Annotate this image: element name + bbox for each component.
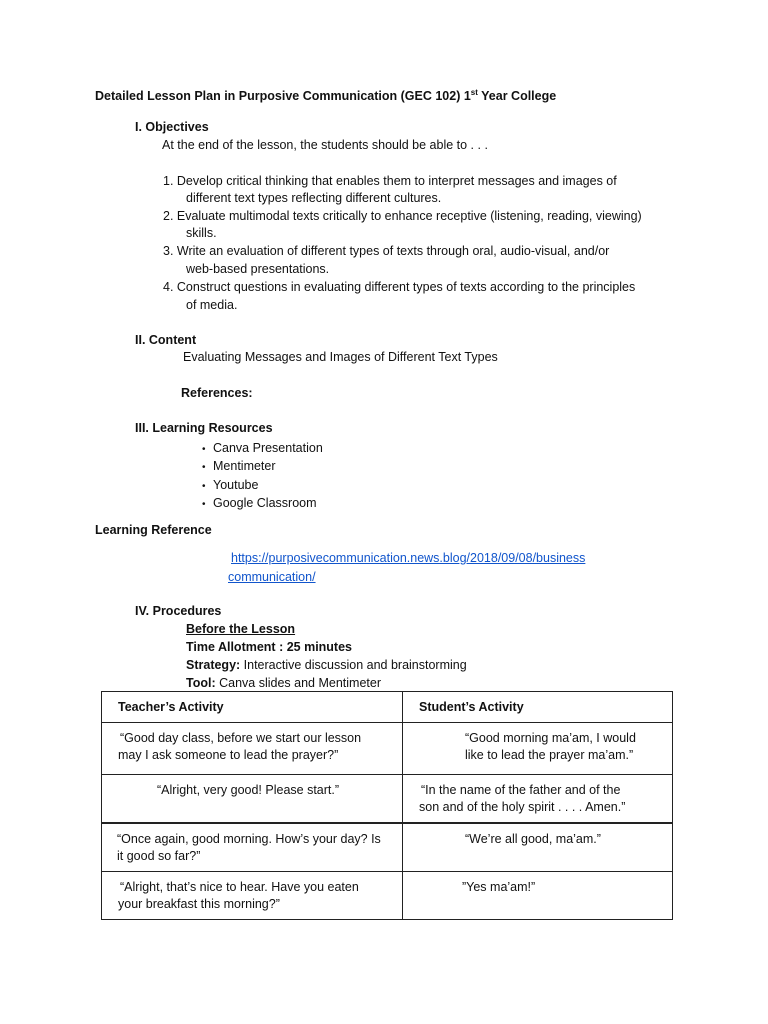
student-cell (403, 872, 673, 920)
strategy-line (186, 656, 467, 674)
resource-item: • Youtube (202, 476, 323, 494)
title-superscript: st (470, 87, 478, 97)
learning-resources-heading: III. Learning Resources (135, 421, 273, 435)
header-teacher-label: Teacher’s Activity (118, 700, 224, 714)
student-line: “We’re all good, ma’am.” (465, 832, 601, 846)
student-line: “Good morning ma’am, I would (465, 731, 636, 745)
procedures-heading: IV. Procedures (135, 604, 222, 618)
time-allotment: Time Allotment : 25 minutes (186, 640, 353, 654)
references-label: References: (181, 386, 253, 400)
header-cell-student (403, 692, 673, 723)
reference-link[interactable]: https://purposivecommunication.news.blog/2018/09/08/business (231, 551, 586, 565)
student-cell (403, 823, 673, 872)
student-line: like to lead the prayer ma’am.” (465, 748, 634, 762)
reference-link-continued[interactable]: communication/ (228, 570, 316, 584)
student-line: ”Yes ma’am!” (462, 880, 536, 894)
content-heading: II. Content (135, 333, 197, 347)
student-cell (403, 723, 673, 775)
tool-line (186, 674, 381, 692)
table-row (102, 723, 673, 775)
teacher-line: it good so far?” (117, 849, 201, 863)
objective-item-2-line1: 2. Evaluate multimodal texts critically to enhance receptive (listening, reading, viewing) (163, 209, 642, 223)
objective-item-1-line2: different text types reflecting different cultures. (186, 191, 442, 205)
student-line: “In the name of the father and of the (421, 783, 621, 797)
document-title (95, 87, 556, 105)
teacher-line: may I ask someone to lead the prayer?” (118, 748, 339, 762)
table-row (102, 872, 673, 920)
objectives-intro: At the end of the lesson, the students should be able to . . . (162, 138, 488, 152)
reference-link-line1[interactable] (231, 549, 585, 567)
title-tail: Year College (477, 89, 557, 103)
teacher-line: “Alright, very good! Please start.” (157, 783, 340, 797)
teacher-cell (102, 823, 403, 872)
activity-table (101, 691, 673, 920)
table-row (102, 823, 673, 872)
tool-label: Tool: (186, 676, 216, 690)
student-cell (403, 775, 673, 824)
objective-item-3-line1: 3. Write an evaluation of different types of texts through oral, audio-visual, and/or (163, 244, 610, 258)
resource-item: • Google Classroom (202, 494, 323, 512)
tool-value: Canva slides and Mentimeter (215, 676, 381, 690)
learning-reference-heading: Learning Reference (95, 523, 212, 537)
objective-item-3-line2: web-based presentations. (186, 262, 330, 276)
teacher-line: “Alright, that’s nice to hear. Have you eaten (120, 880, 359, 894)
strategy-label: Strategy: (186, 658, 241, 672)
objective-item-1-line1: 1. Develop critical thinking that enables them to interpret messages and images of (163, 174, 617, 188)
content-topic: Evaluating Messages and Images of Different Text Types (183, 350, 498, 364)
table-row (102, 775, 673, 824)
table-header-row (102, 692, 673, 723)
objective-item-4-line2: of media. (186, 298, 238, 312)
teacher-line: “Once again, good morning. How’s your day? Is (117, 832, 381, 846)
student-line: son and of the holy spirit . . . . Amen.” (419, 800, 626, 814)
objective-item-4-line1: 4. Construct questions in evaluating different types of texts according to the principles (163, 280, 636, 294)
reference-link-line2[interactable] (228, 568, 316, 586)
teacher-line: your breakfast this morning?” (118, 897, 280, 911)
teacher-cell (102, 872, 403, 920)
learning-resources-list (202, 439, 323, 512)
title-text: Detailed Lesson Plan in Purposive Communication (GEC 102) 1 (95, 89, 471, 103)
header-student-label: Student’s Activity (419, 700, 524, 714)
header-cell-teacher (102, 692, 403, 723)
before-lesson-subheading: Before the Lesson (186, 622, 296, 636)
objectives-heading: I. Objectives (135, 120, 209, 134)
teacher-cell (102, 775, 403, 824)
teacher-cell (102, 723, 403, 775)
strategy-value: Interactive discussion and brainstorming (240, 658, 467, 672)
objective-item-2-line2: skills. (186, 226, 217, 240)
teacher-line: “Good day class, before we start our lesson (120, 731, 362, 745)
resource-item: • Canva Presentation (202, 439, 323, 457)
resource-item: • Mentimeter (202, 457, 323, 475)
